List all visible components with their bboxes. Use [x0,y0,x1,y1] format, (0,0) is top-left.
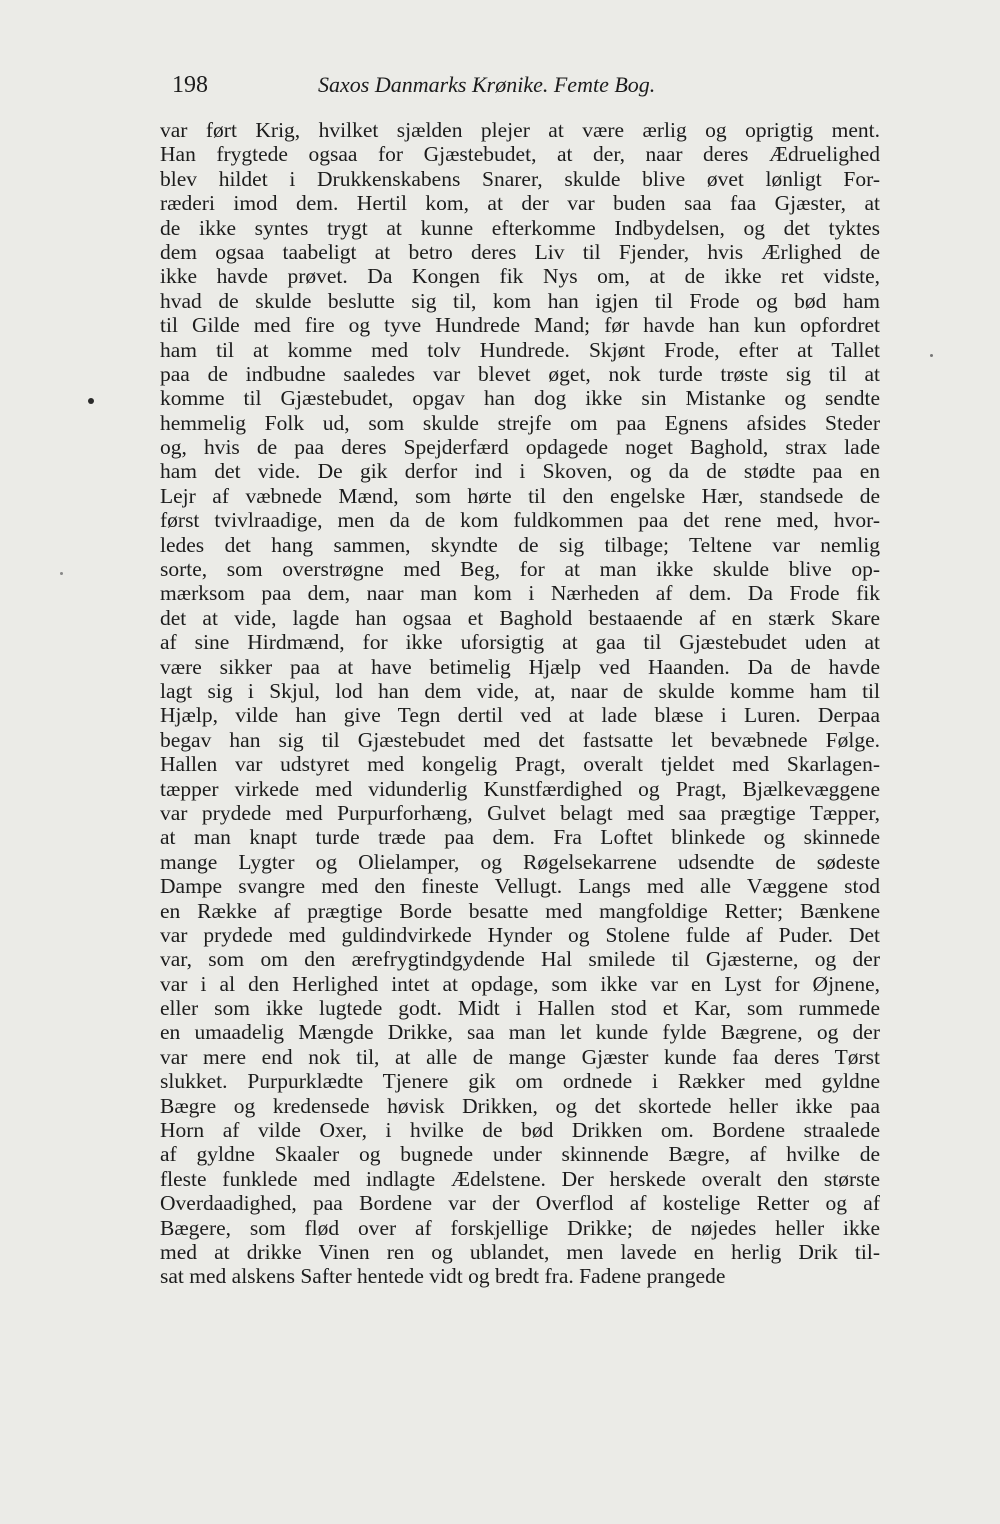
text-line: Lejr af væbnede Mænd, som hørte til den engelske Hær, standsede de [160,483,880,508]
text-line: ledes det hang sammen, skyndte de sig tilbage; Teltene var nemlig [160,532,880,557]
text-line: var prydede med Purpurforhæng, Gulvet belagt med saa prægtige Tæpper, [160,800,880,825]
page-number: 198 [172,72,208,98]
text-line: en umaadelig Mængde Drikke, saa man let kunde fylde Bægrene, og der [160,1020,880,1045]
text-line: tæpper virkede med vidunderlig Kunstfærdighed og Pragt, Bjælkevæggene [160,776,880,801]
text-line: var, som om den ærefrygtindgydende Hal smilede til Gjæsterne, og der [160,947,880,972]
text-line: blev hildet i Drukkenskabens Snarer, skulde blive øvet lønligt For- [160,166,880,191]
text-line: Hjælp, vilde han give Tegn dertil ved at lade blæse i Luren. Derpaa [160,703,880,728]
text-line: af sine Hirdmænd, for ikke uforsigtig at gaa til Gjæstebudet uden at [160,630,880,655]
text-line: var prydede med guldindvirkede Hynder og Stolene fulde af Puder. Det [160,922,880,947]
text-line: Bægre og kredensede høvisk Drikken, og det skortede heller ikke paa [160,1093,880,1118]
text-line: med at drikke Vinen ren og ublandet, men lavede en herlig Drik til- [160,1239,880,1264]
text-line: Horn af vilde Oxer, i hvilke de bød Drikken om. Bordene straalede [160,1118,880,1143]
body-text [160,118,880,1289]
text-line: sorte, som overstrøgne med Beg, for at man ikke skulde blive op- [160,557,880,582]
text-line: dem ogsaa taabeligt at betro deres Liv til Fjender, hvis Ærlighed de [160,239,880,264]
ink-speck [930,354,933,357]
text-line: de ikke syntes trygt at kunne efterkomme Indbydelsen, og det tyktes [160,215,880,240]
text-line: Hallen var udstyret med kongelig Pragt, overalt tjeldet med Skarlagen- [160,752,880,777]
text-line: ikke havde prøvet. Da Kongen fik Nys om, at de ikke ret vidste, [160,264,880,289]
text-line: ham til at komme med tolv Hundrede. Skjønt Frode, efter at Tallet [160,337,880,362]
text-line: hemmelig Folk ud, som skulde strejfe om paa Egnens afsides Steder [160,410,880,435]
text-line: var ført Krig, hvilket sjælden plejer at være ærlig og oprigtig ment. [160,118,880,142]
text-line: ham det vide. De gik derfor ind i Skoven, og da de stødte paa en [160,459,880,484]
ink-speck [88,398,94,404]
ink-speck [60,572,63,575]
text-line: paa de indbudne saaledes var blevet øget, nok turde trøste sig til at [160,361,880,386]
text-line: mange Lygter og Olielamper, og Røgelsekarrene udsendte de sødeste [160,849,880,874]
text-line: mærksom paa dem, naar man kom i Nærheden af dem. Da Frode fik [160,581,880,606]
text-line: være sikker paa at have betimelig Hjælp ved Haanden. Da de havde [160,654,880,679]
text-line: og, hvis de paa deres Spejderfærd opdagede noget Baghold, strax lade [160,435,880,460]
text-line: Overdaadighed, paa Bordene var der Overflod af kostelige Retter og af [160,1191,880,1216]
text-line: komme til Gjæstebudet, opgav han dog ikke sin Mistanke og sendte [160,386,880,411]
text-line: at man knapt turde træde paa dem. Fra Loftet blinkede og skinnede [160,825,880,850]
text-line: slukket. Purpurklædte Tjenere gik om ordnede i Rækker med gyldne [160,1069,880,1094]
text-line: Han frygtede ogsaa for Gjæstebudet, at der, naar deres Ædruelighed [160,142,880,167]
running-title: Saxos Danmarks Krønike. Femte Bog. [318,72,656,97]
text-line: eller som ikke lugtede godt. Midt i Hallen stod et Kar, som rummede [160,996,880,1021]
text-line: til Gilde med fire og tyve Hundrede Mand; før havde han kun opfordret [160,313,880,338]
text-line: først tvivlraadige, men da de kom fuldkommen paa det rene med, hvor- [160,508,880,533]
text-line: begav han sig til Gjæstebudet med det fastsatte let bevæbnede Følge. [160,727,880,752]
text-line: det at vide, lagde han ogsaa et Baghold bestaaende af en stærk Skare [160,605,880,630]
text-line: Dampe svangre med den fineste Vellugt. Langs med alle Væggene stod [160,874,880,899]
page-header [172,70,892,104]
text-line: hvad de skulde beslutte sig til, kom han igjen til Frode og bød ham [160,288,880,313]
text-line: var i al den Herlighed intet at opdage, som ikke var en Lyst for Øjnene, [160,971,880,996]
text-line: af gyldne Skaaler og bugnede under skinnende Bægre, af hvilke de [160,1142,880,1167]
text-line: en Række af prægtige Borde besatte med mangfoldige Retter; Bænkene [160,898,880,923]
text-line: lagt sig i Skjul, lod han dem vide, at, naar de skulde komme ham til [160,678,880,703]
text-line: ræderi imod dem. Hertil kom, at der var buden saa faa Gjæster, at [160,191,880,216]
text-line: Bægere, som flød over af forskjellige Drikke; de nøjedes heller ikke [160,1215,880,1240]
text-line: var mere end nok til, at alle de mange Gjæster kunde faa deres Tørst [160,1044,880,1069]
text-line: sat med alskens Safter hentede vidt og bredt fra. Fadene prangede [160,1264,726,1289]
text-line: fleste funklede med indlagte Ædelstene. Der herskede overalt den største [160,1166,880,1191]
